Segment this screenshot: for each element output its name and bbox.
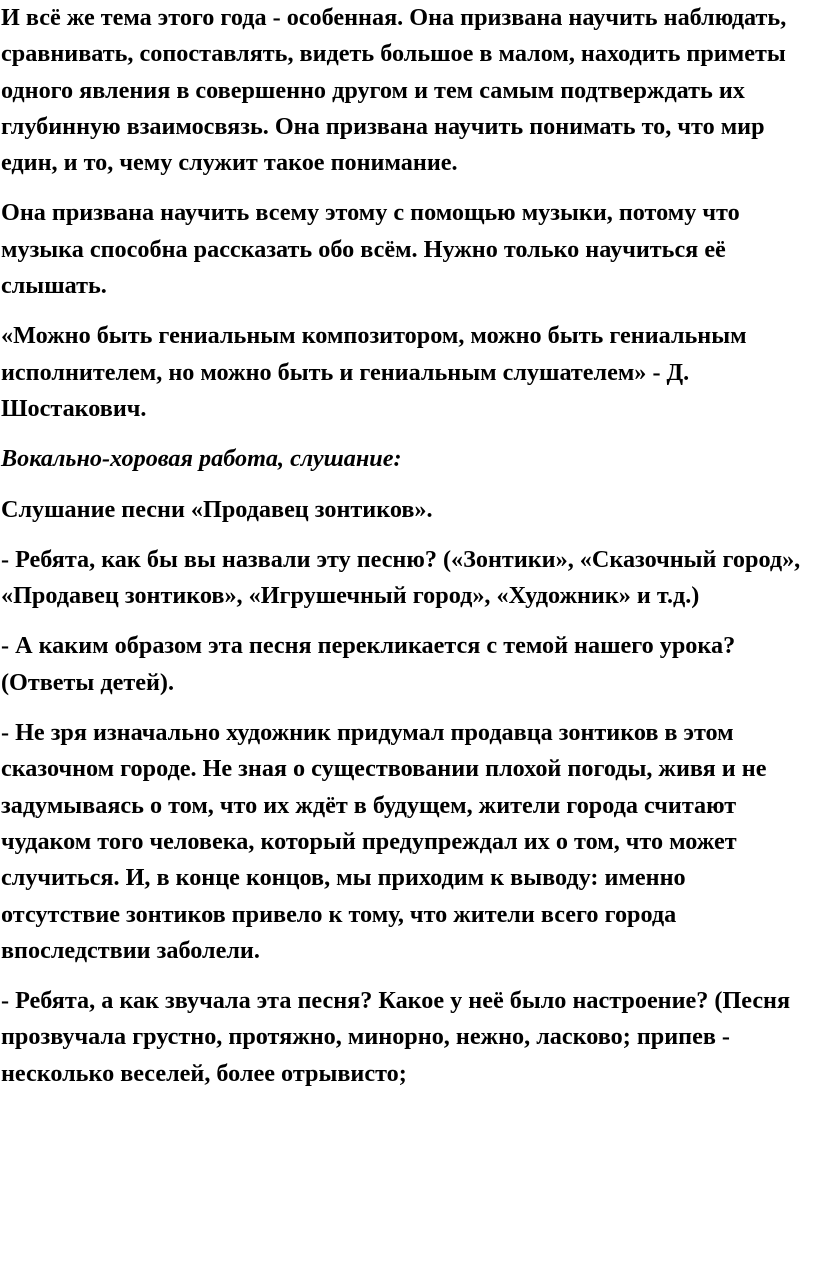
paragraph-umbrella-seller: - Не зря изначально художник придумал продавца зонтиков в этом сказочном городе. Не зная о существовании плохой погоды, живя и не задумываясь о том, что их ждёт в будущем, жители города считают чудаком того человека, который предупреждал их о том, что может случиться. И, в конце концов, мы приходим к выводу: именно отсутствие зонтиков привело к тому, что жители всего города впоследствии заболели.: [1, 719, 767, 964]
section-heading-vocal-work: Вокально-хоровая работа, слушание:: [1, 445, 402, 473]
paragraph-question-song-name: - Ребята, как бы вы назвали эту песню? («Зонтики», «Сказочный город», «Продавец зонтиков», «Игрушечный город», «Художник» и т.д.): [1, 545, 801, 610]
paragraph-question-mood: - Ребята, а как звучала эта песня? Какое у неё было настроение? (Песня прозвучала грустно, протяжно, минорно, нежно, ласково; припев - несколько веселей, более отрывисто;: [1, 987, 791, 1087]
paragraph-music-purpose: Она призвана научить всему этому с помощью музыки, потому что музыка способна рассказать обо всём. Нужно только научиться её слышать.: [1, 199, 740, 300]
paragraph-shostakovich-quote: «Можно быть гениальным композитором, можно быть гениальным исполнителем, но можно быть и гениальным слушателем» - Д. Шостакович.: [1, 322, 747, 422]
paragraph-theme-intro: И всё же тема этого года - особенная. Она призвана научить наблюдать, сравнивать, сопоставлять, видеть большое в малом, находить приметы одного явления в совершенно другом и тем самым подтверждать их глубинную взаимосвязь. Она призвана научить понимать то, что мир един, и то, чему служит такое понимание.: [1, 4, 787, 177]
paragraph-question-theme-link: - А каким образом эта песня перекликается с темой нашего урока? (Ответы детей).: [1, 632, 736, 696]
paragraph-listening-song: Слушание песни «Продавец зонтиков».: [1, 495, 433, 523]
